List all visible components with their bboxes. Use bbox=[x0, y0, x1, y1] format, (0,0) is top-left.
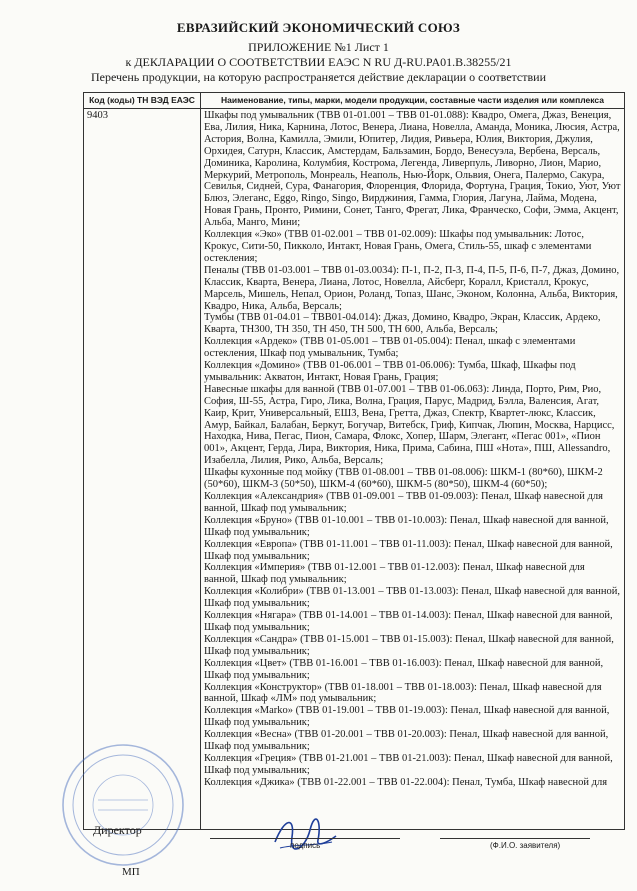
signature-line bbox=[210, 838, 400, 839]
name-caption: (Ф.И.О. заявителя) bbox=[490, 841, 561, 850]
products-table bbox=[83, 92, 625, 830]
list-item: Коллекция «Бруно» (ТВВ 01-10.001 – ТВВ 01-10.003): Пенал, Шкаф навесной для ванной, Шкаф под умывальник; bbox=[204, 514, 609, 538]
list-item: Коллекция «Ардеко» (ТВВ 01-05.001 – ТВВ 01-05.004): Пенал, шкаф с элементами остекления, Шкаф под умывальник, Тумба; bbox=[204, 336, 576, 360]
list-item: Шкафы под умывальник (ТВВ 01-01.001 – ТВВ 01-01.088): Квадро, Омега, Джаз, Венеция, Ева, Лилия, Ника, Карнина, Лотос, Венера, Лиана, Новелла, Аманда, Моника, Люсия, Астра, Астория, Волна, Камилла, Эмили, Юпитер, Лидия, Ривьера, Юлия, Виктория, Джулия, Орхидея, Сатурн, Классик, Амстердам, Бальзамин, Бордо, Венесуэла, Вербена, Версаль, Доминика, Каролина, Колумбия, Кострома, Легенда, Ливерпуль, Ливорно, Лион, Марио, Меркурий, Метрополь, Монреаль, Неаполь, Нью-Йорк, Ольвия, Онега, Палермо, Сакура, Севилья, Сидней, Сура, Фанагория, Флоренция, Флорида, Фортуна, Грация, Токио, Уют, Уют Блюз, Элеганс, Eggo, Ringo, Singo, Вирджиния, Гамма, Глория, Лагуна, Лайма, Модена, Новая Грань, Пронто, Римини, Сонет, Танго, Фрегат, Лика, Франческо, Софи, Эмма, Акцент, Альба, Манго, Мини; bbox=[204, 110, 621, 229]
table-row bbox=[84, 109, 625, 830]
list-item: Коллекция «Империя» (ТВВ 01-12.001 – ТВВ 01-12.003): Пенал, Шкаф навесной для ванной, Шкаф под умывальник; bbox=[204, 562, 585, 586]
appendix-label: ПРИЛОЖЕНИЕ №1 Лист 1 bbox=[248, 40, 389, 54]
list-item: Коллекция «Колибри» (ТВВ 01-13.001 – ТВВ 01-13.003): Пенал, Шкаф навесной для ванной, Шкаф под умывальник; bbox=[204, 586, 621, 610]
signature-caption: подпись bbox=[290, 841, 321, 850]
list-item: Коллекция «Marko» (ТВВ 01-19.001 – ТВВ 01-19.003): Пенал, Шкаф навесной для ванной, Шкаф под умывальник; bbox=[204, 705, 610, 729]
list-item: Коллекция «Эко» (ТВВ 01-02.001 – ТВВ 01-02.009): Шкафы под умывальник: Лотос, Крокус, Сити-50, Пикколо, Интакт, Новая Грань, Омега, Стиль-55, шкаф с элементами остекления; bbox=[204, 229, 592, 264]
product-entries bbox=[204, 110, 621, 828]
column-header-code: Код (коды) ТН ВЭД ЕАЭС bbox=[84, 93, 201, 109]
table-header-row bbox=[84, 93, 625, 109]
list-item: Коллекция «Весна» (ТВВ 01-20.001 – ТВВ 01-20.003): Пенал, Шкаф навесной для ванной, Шкаф под умывальник; bbox=[204, 729, 609, 753]
list-item: Тумбы (ТВВ 01-04.01 – ТВВ01-04.014): Джаз, Домино, Квадро, Экран, Классик, Ардеко, Кварта, ТН300, ТН 350, ТН 450, ТН 500, ТН 600, Альба, Версаль; bbox=[204, 312, 601, 336]
name-line bbox=[440, 838, 590, 839]
list-title: Перечень продукции, на которую распространяется действие декларации о соответствии bbox=[91, 70, 546, 84]
list-item: Коллекция «Цвет» (ТВВ 01-16.001 – ТВВ 01-16.003): Пенал, Шкаф навесной для ванной, Шкаф под умывальник; bbox=[204, 657, 604, 681]
list-item: Коллекция «Конструктор» (ТВВ 01-18.001 – ТВВ 01-18.003): Пенал, Шкаф навесной для ванной, Шкаф «ЛМ» под умывальник; bbox=[204, 681, 602, 705]
union-title: ЕВРАЗИЙСКИЙ ЭКОНОМИЧЕСКИЙ СОЮЗ bbox=[176, 20, 461, 35]
seal-label: МП bbox=[122, 866, 140, 878]
list-item: Пеналы (ТВВ 01-03.001 – ТВВ 01-03.0034): П-1, П-2, П-3, П-4, П-5, П-6, П-7, Джаз, Домино, Классик, Кварта, Венера, Лиана, Лотос, Новелла, Айсберг, Коралл, Кристалл, Крокус, Марсель, Мишель, Непал, Орион, Роланд, Топаз, Шанс, Эконом, Колонна, Альба, Виктория, Квадро, Ника, Альба, Версаль; bbox=[204, 264, 620, 312]
list-item: Шкафы кухонные под мойку (ТВВ 01-08.001 – ТВВ 01-08.006): ШКМ-1 (80*60), ШКМ-2 (50*60), ШКМ-3 (50*50), ШКМ-4 (60*60), ШКМ-5 (80*50), ШКМ-4 (60*50); bbox=[204, 467, 603, 491]
list-item: Коллекция «Греция» (ТВВ 01-21.001 – ТВВ 01-21.003): Пенал, Шкаф навесной для ванной, Шкаф под умывальник; bbox=[204, 752, 613, 776]
description-cell bbox=[201, 109, 625, 830]
list-item: Навесные шкафы для ванной (ТВВ 01-07.001 – ТВВ 01-06.063): Линда, Порто, Рим, Рио, София, Ш-55, Астра, Гиро, Лика, Волна, Грация, Парус, Мадрид, Бэлла, Валенсия, Агат, Каир, Крит, Универсальный, ЕШ3, Вена, Гретта, Джаз, Спектр, Квартет-люкс, Классик, Амур, Байкал, Балабан, Беркут, Богучар, Витебск, Гриф, Кипчак, Люпин, Москва, Нарцисс, Находка, Нива, Пегас, Пион, Самара, Флокс, Хопер, Шарм, Элегант, «Пегас 001», «Пион 001», Акцент, Герда, Лира, Виктория, Ника, Прима, Сабина, ПШ «Нота», ПШ, Allessandro, Изабелла, Лилия, Рико, Альба, Версаль; bbox=[204, 383, 615, 467]
seal-stamp-icon bbox=[58, 740, 188, 870]
list-item: Коллекция «Сандра» (ТВВ 01-15.001 – ТВВ 01-15.003): Пенал, Шкаф навесной для ванной, Шкаф под умывальник; bbox=[204, 633, 614, 657]
list-item: Коллекция «Нягара» (ТВВ 01-14.001 – ТВВ 01-14.003): Пенал, Шкаф навесной для ванной, Шкаф под умывальник; bbox=[204, 610, 613, 633]
list-item: Коллекция «Домино» (ТВВ 01-06.001 – ТВВ 01-06.006): Тумба, Шкаф, Шкафы под умывальник: Акватон, Интакт, Новая Грань, Грация; bbox=[204, 360, 576, 383]
director-label: Директор bbox=[93, 823, 142, 837]
list-item: Коллекция «Александрия» (ТВВ 01-09.001 – ТВВ 01-09.003): Пенал, Шкаф навесной для ванной, Шкаф под умывальник; bbox=[204, 491, 603, 514]
tnved-code-cell: 9403 bbox=[84, 109, 201, 830]
list-item: Коллекция «Европа» (ТВВ 01-11.001 – ТВВ 01-11.003): Пенал, Шкаф навесной для ванной, Шкаф под умывальник; bbox=[204, 538, 613, 562]
list-item: Коллекция «Джика» (ТВВ 01-22.001 – ТВВ 01-22.004): Пенал, Тумба, Шкаф навесной для bbox=[204, 776, 608, 788]
column-header-description: Наименование, типы, марки, модели продукции, составные части изделия или комплекса bbox=[201, 93, 625, 109]
declaration-number: к ДЕКЛАРАЦИИ О СООТВЕТСТВИИ ЕАЭС N RU Д-RU.PA01.B.38255/21 bbox=[125, 55, 512, 69]
